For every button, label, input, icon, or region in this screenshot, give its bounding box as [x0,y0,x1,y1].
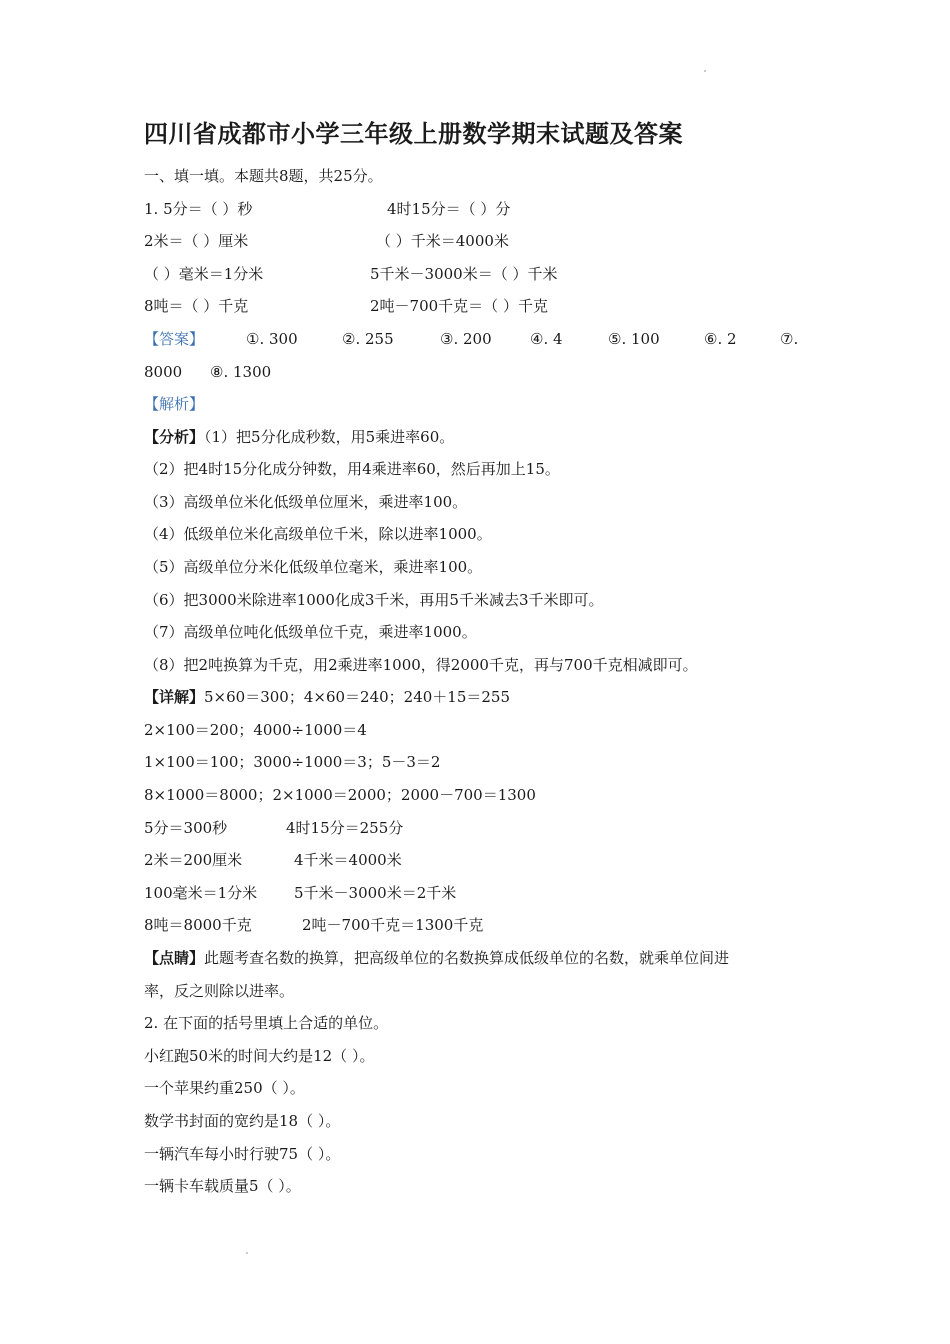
detail-line: 1×100＝100；3000÷1000＝3；5－3＝2 [144,753,441,771]
q1-item-1: 1. 5分＝（ ）秒 [144,200,253,218]
q1-item-3: 2米＝（ ）厘米 [144,232,249,250]
section-heading: 一、填一填。本题共8题，共25分。 [144,167,383,185]
result-item: 8吨＝8000千克 [144,916,252,934]
answer-label: 【答案】 [144,330,205,348]
result-item: 4千米＝4000米 [294,851,402,869]
analysis-line: （4）低级单位米化高级单位千米，除以进率1000。 [144,525,492,543]
detail-line: 2×100＝200；4000÷1000＝4 [144,721,367,739]
result-item: 5分＝300秒 [144,819,228,837]
comment-line-1 [144,948,729,968]
analysis-line: （6）把3000米除进率1000化成3千米，再用5千米减去3千米即可。 [144,591,604,609]
analysis-line: （3）高级单位米化低级单位厘米，乘进率100。 [144,493,468,511]
detail-label: 【详解】 [144,688,205,706]
answer-item-5: ⑤. 100 [608,330,660,348]
analysis-line: （2）把4时15分化成分钟数，用4乘进率60，然后再加上15。 [144,460,560,478]
result-item: 4时15分＝255分 [286,819,404,837]
q2-item: 一辆汽车每小时行驶75（ ）。 [144,1145,341,1163]
q1-item-2: 4时15分＝（ ）分 [387,200,511,218]
q2-item: 小红跑50米的时间大约是12（ ）。 [144,1047,375,1065]
q2-stem: 2. 在下面的括号里填上合适的单位。 [144,1014,389,1032]
answer-item-8: ⑧. 1300 [210,363,272,381]
q2-item: 数学书封面的宽约是18（ ）。 [144,1112,341,1130]
detail-line-1: 5×60＝300；4×60＝240；240＋15＝255 [204,688,511,706]
page-title: 四川省成都市小学三年级上册数学期末试题及答案 [144,120,683,148]
analysis-line: （7）高级单位吨化低级单位千克，乘进率1000。 [144,623,477,641]
q1-item-5: （ ）毫米＝1分米 [144,265,264,283]
scan-speck [246,1252,248,1254]
analysis-line: （5）高级单位分米化低级单位毫米，乘进率100。 [144,558,483,576]
answer-item-2: ②. 255 [342,330,394,348]
detail-line: 8×1000＝8000；2×1000＝2000；2000－700＝1300 [144,786,536,804]
result-item: 2吨－700千克＝1300千克 [302,916,484,934]
result-item: 100毫米＝1分米 [144,884,258,902]
answer-item-7: ⑦. [780,330,799,348]
q1-item-4: （ ）千米＝4000米 [376,232,509,250]
q2-item: 一个苹果约重250（ ）。 [144,1079,305,1097]
answer-item-3: ③. 200 [440,330,492,348]
analysis-line: （8）把2吨换算为千克，用2乘进率1000，得2000千克，再与700千克相减即可。 [144,656,698,674]
answer-item-7-value: 8000 [144,363,183,381]
comment-line-2: 率，反之则除以进率。 [144,982,295,1000]
result-item: 2米＝200厘米 [144,851,243,869]
comment-label: 【点睛】 [144,949,205,967]
analysis-intro [144,427,454,447]
comment-text-1: 此题考查名数的换算，把高级单位的名数换算成低级单位的名数，就乘单位间进 [204,949,730,967]
q1-item-7: 8吨＝（ ）千克 [144,297,249,315]
q2-item: 一辆卡车载质量5（ ）。 [144,1177,301,1195]
fenxi-line-1: （1）把5分化成秒数，用5乘进率60。 [204,428,455,446]
answer-item-4: ④. 4 [530,330,563,348]
detail-intro [144,687,510,707]
q1-item-8: 2吨－700千克＝（ ）千克 [370,297,548,315]
analysis-label: 【解析】 [144,395,205,413]
answer-item-1: ①. 300 [246,330,298,348]
scan-speck [704,70,706,72]
fenxi-label: 【分析】 [144,428,205,446]
q1-item-6: 5千米－3000米＝（ ）千米 [370,265,558,283]
answer-item-6: ⑥. 2 [704,330,737,348]
result-item: 5千米－3000米＝2千米 [294,884,457,902]
